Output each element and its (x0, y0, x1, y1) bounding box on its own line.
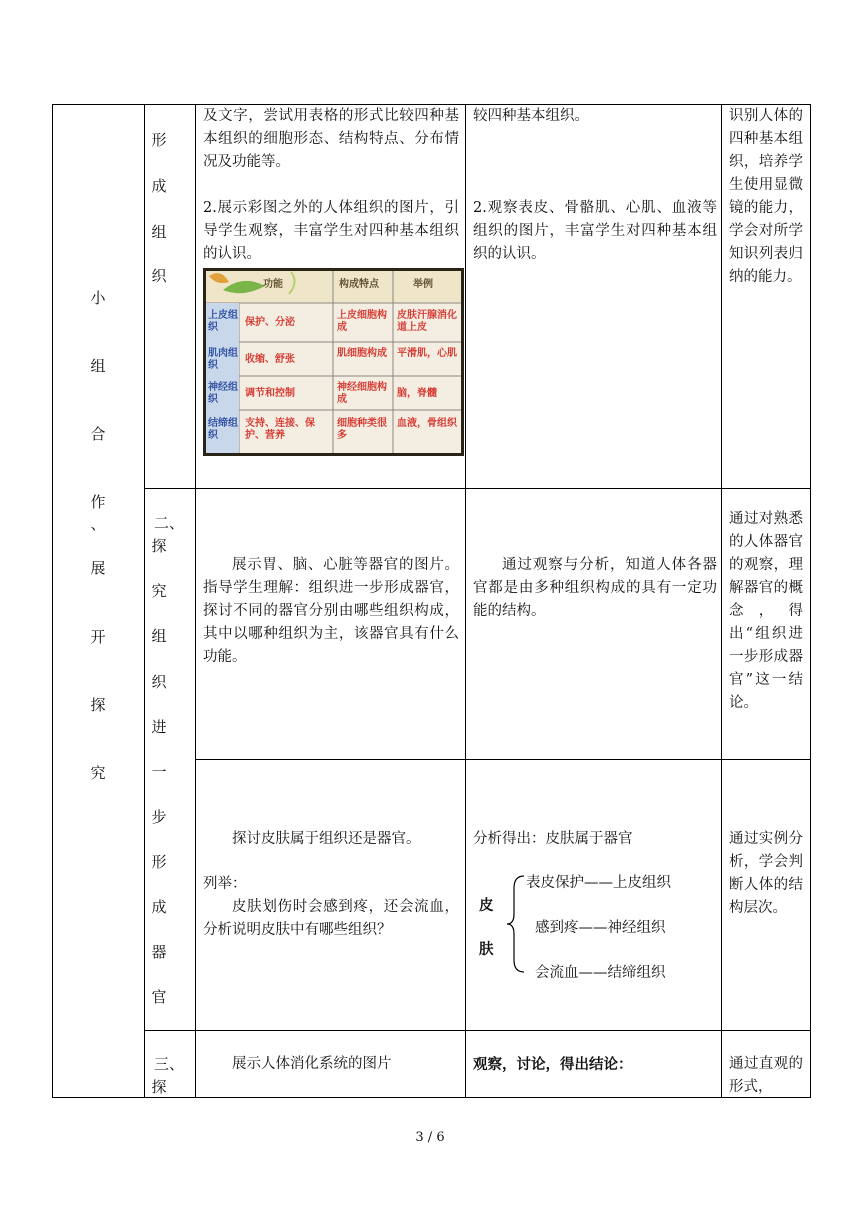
section2-goal-text-b: 通过实例分析，学会判断人体的结构层次。 (729, 831, 803, 916)
photo-row-func: 收缩、舒张 (245, 354, 295, 365)
section2-title-char: 官 (151, 988, 167, 1006)
section2-title-char: 究 (151, 582, 167, 600)
stage-char: 小 (90, 289, 106, 307)
section1-goal-text: 识别人体的四种基本组织，培养学生使用显微镜的能力，学会对所学知识列表归纳的能力。 (729, 108, 803, 285)
section2-title-char: 器 (151, 943, 167, 961)
section3-goal-text: 通过直观的形式， (729, 1056, 803, 1095)
stage-char: 、 (90, 515, 106, 533)
photo-row-ex: 脑，脊髓 (397, 388, 437, 399)
stage-char: 组 (90, 357, 106, 375)
photo-row-func: 支持、连接、保护、营养 (245, 418, 315, 441)
stage-char: 究 (90, 764, 106, 782)
photo-row-feat: 细胞种类很多 (337, 418, 387, 441)
stage-char: 开 (90, 628, 106, 646)
skin-item-pain: 感到疼——神经组织 (535, 920, 666, 936)
skin-label-char: 皮 (479, 897, 494, 914)
stage-char: 合 (90, 425, 106, 443)
photo-row-name: 上皮组织 (208, 310, 238, 333)
section2-student-title-b: 分析得出：皮肤属于器官 (473, 831, 633, 847)
section2-goal-text-a: 通过对熟悉的人体器官的观察，理解器官的概念，得出“组织进一步形成器官”这一结论。 (729, 511, 803, 711)
page-number: 3 / 6 (415, 1130, 445, 1145)
photo-row-ex: 皮肤汗腺消化道上皮 (397, 310, 457, 333)
row-divider-1 (144, 488, 811, 489)
row-divider-2 (195, 759, 811, 760)
stage-char: 作 (90, 493, 106, 511)
section2-title-char: 成 (151, 898, 167, 916)
photo-row-feat: 上皮细胞构成 (337, 310, 387, 333)
section1-title-char: 织 (151, 267, 167, 285)
skin-label-char: 肤 (479, 941, 494, 958)
photo-row-func: 调节和控制 (245, 388, 295, 399)
col-divider-2 (195, 104, 196, 1098)
photo-row-feat: 神经细胞构成 (337, 382, 387, 405)
section3-teacher-text: 展示人体消化系统的图片 (232, 1056, 392, 1072)
row-divider-3 (144, 1030, 811, 1031)
section2-teacher-text-b2: 列举： (203, 876, 247, 892)
photo-row-func: 保护、分泌 (245, 317, 295, 328)
section2-title-char: 组 (151, 627, 167, 645)
stage-char: 展 (90, 559, 106, 577)
photo-row-ex: 平滑肌，心肌 (397, 348, 457, 359)
section2-student-text-a: 通过观察与分析，知道人体各器官都是由多种组织构成的具有一定功能的结构。 (473, 557, 717, 619)
col-divider-4 (721, 104, 722, 1098)
section3-student-text: 观察，讨论，得出结论： (473, 1056, 633, 1073)
section1-title-char: 形 (151, 131, 167, 149)
section3-title-char: 三、 (153, 1055, 184, 1073)
section2-title-char: 织 (151, 673, 167, 691)
section2-title-char: 形 (151, 853, 167, 871)
photo-row-ex: 血液，骨组织 (397, 418, 457, 429)
photo-row-name: 神经组织 (208, 382, 238, 405)
section2-teacher-text-b1: 探讨皮肤属于组织还是器官。 (232, 831, 421, 847)
section2-teacher-text-a: 展示胃、脑、心脏等器官的图片。指导学生理解：组织进一步形成器官，探讨不同的器官分别由哪些组织构成，其中以哪种组织为主，该器官具有什么功能。 (203, 557, 459, 665)
table-bottom-border (52, 1097, 811, 1098)
skin-item-blood: 会流血——结缔组织 (535, 965, 666, 981)
section1-title-char: 组 (151, 223, 167, 241)
stage-char: 探 (90, 696, 106, 714)
section1-teacher-text-1: 及文字，尝试用表格的形式比较四种基本组织的细胞形态、结构特点、分布情况及功能等。 (203, 108, 459, 170)
photo-row-name: 结缔组织 (208, 418, 238, 441)
photo-header-structure: 构成特点 (339, 279, 379, 290)
photo-row-feat: 肌细胞构成 (337, 348, 387, 359)
section2-title-char: 探 (151, 537, 167, 555)
section2-title-char: 进 (151, 718, 167, 736)
section1-title-char: 成 (151, 177, 167, 195)
section3-title-char: 探 (151, 1078, 167, 1096)
table-left-border (52, 104, 53, 1098)
photo-row-name: 肌肉组织 (208, 348, 238, 371)
photo-header-example: 举例 (413, 279, 433, 290)
section1-teacher-text-2: 2.展示彩图之外的人体组织的图片，引导学生观察，丰富学生对四种基本组织的认识。 (203, 200, 459, 262)
section2-teacher-text-b3: 皮肤划伤时会感到疼，还会流血，分析说明皮肤中有哪些组织？ (203, 899, 459, 938)
skin-item-epidermis: 表皮保护——上皮组织 (526, 875, 671, 891)
table-right-border (810, 104, 811, 1098)
section1-student-text-1: 较四种基本组织。 (473, 108, 589, 124)
section2-title-char: 二、 (153, 514, 184, 532)
section2-title-char: 步 (151, 808, 167, 826)
col-divider-1 (144, 104, 145, 1098)
section1-student-text-2: 2.观察表皮、骨骼肌、心肌、血液等组织的图片，丰富学生对四种基本组织的认识。 (473, 200, 717, 262)
photo-header-function: 功能 (263, 279, 283, 290)
tissue-comparison-photo (203, 268, 464, 456)
col-divider-3 (465, 104, 466, 1098)
skin-brace (506, 874, 528, 974)
section2-title-char: 一 (151, 763, 167, 781)
